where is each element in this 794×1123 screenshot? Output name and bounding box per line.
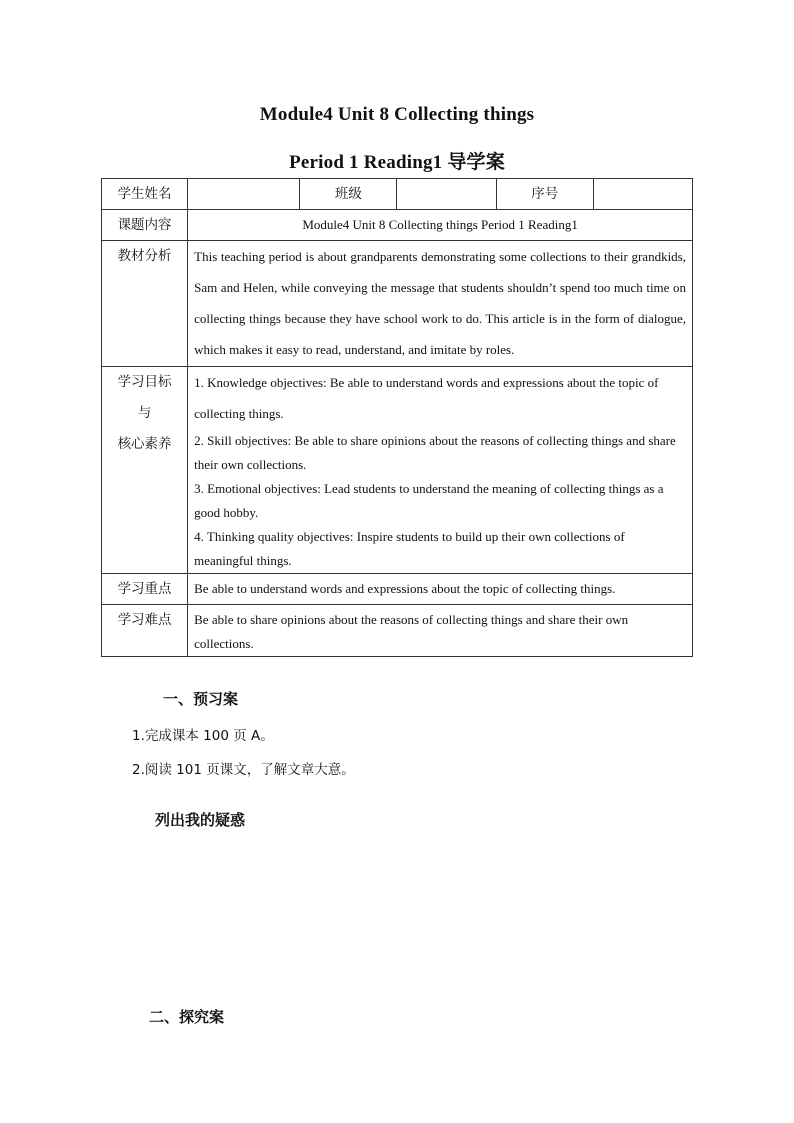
- content-value: Module4 Unit 8 Collecting things Period 1 Reading1: [188, 210, 693, 241]
- table-row: [102, 210, 693, 241]
- table-row: [102, 605, 693, 657]
- difficulty-label-text: 学习难点: [117, 612, 172, 628]
- preview-item-1: 1.完成课本 100 页 A。: [132, 728, 274, 744]
- questions-heading: 列出我的疑惑: [155, 811, 246, 829]
- lesson-info-table: [101, 178, 693, 657]
- objective-item: 2. Skill objectives: Be able to share opinions about the reasons of collecting things and share their own collections.: [194, 433, 676, 472]
- objectives-label-line3: 核心素养: [117, 436, 172, 452]
- objective-item: 1. Knowledge objectives: Be able to understand words and expressions about the topic of collecting things.: [194, 375, 659, 421]
- objectives-list: [188, 367, 693, 574]
- class-field[interactable]: [397, 179, 496, 210]
- class-label: 班级: [300, 179, 397, 210]
- table-row: [102, 179, 693, 210]
- table-row: [102, 241, 693, 367]
- key-points-text: Be able to understand words and expressions about the topic of collecting things.: [188, 574, 693, 605]
- key-points-label: 学习重点: [102, 574, 188, 605]
- difficulty-text: Be able to share opinions about the reasons of collecting things and share their own collections.: [188, 605, 693, 657]
- table-row: [102, 574, 693, 605]
- explore-heading: 二、探究案: [149, 1008, 225, 1026]
- content-label: 课题内容: [102, 210, 188, 241]
- analysis-label: [102, 241, 188, 367]
- objectives-label: [102, 367, 188, 574]
- objectives-label-line2: 与: [137, 405, 152, 421]
- document-title: Module4 Unit 8 Collecting things: [259, 104, 535, 125]
- document-subtitle: Period 1 Reading1 导学案: [289, 152, 505, 173]
- seat-number-field[interactable]: [593, 179, 692, 210]
- objective-item: 4. Thinking quality objectives: Inspire students to build up their own collections of meaningful things.: [194, 529, 625, 568]
- objectives-label-line1: 学习目标: [117, 374, 172, 390]
- objective-item: 3. Emotional objectives: Lead students to understand the meaning of collecting things as a good hobby.: [194, 481, 664, 520]
- student-name-label: 学生姓名: [102, 179, 188, 210]
- student-name-field[interactable]: [188, 179, 300, 210]
- analysis-text: This teaching period is about grandparents demonstrating some collections to their grandkids, Sam and Helen, while conveying the message that students shouldn’t spend too much time on collecting things because they have school work to do. This article is in the form of dialogue, which makes it easy to read, understand, and imitate by roles.: [188, 241, 693, 367]
- seat-number-label: 序号: [496, 179, 593, 210]
- analysis-label-text: 教材分析: [117, 248, 172, 264]
- difficulty-label: [102, 605, 188, 657]
- preview-heading: 一、预习案: [163, 690, 239, 708]
- table-row: [102, 367, 693, 574]
- preview-item-2: 2.阅读 101 页课文，了解文章大意。: [132, 762, 355, 778]
